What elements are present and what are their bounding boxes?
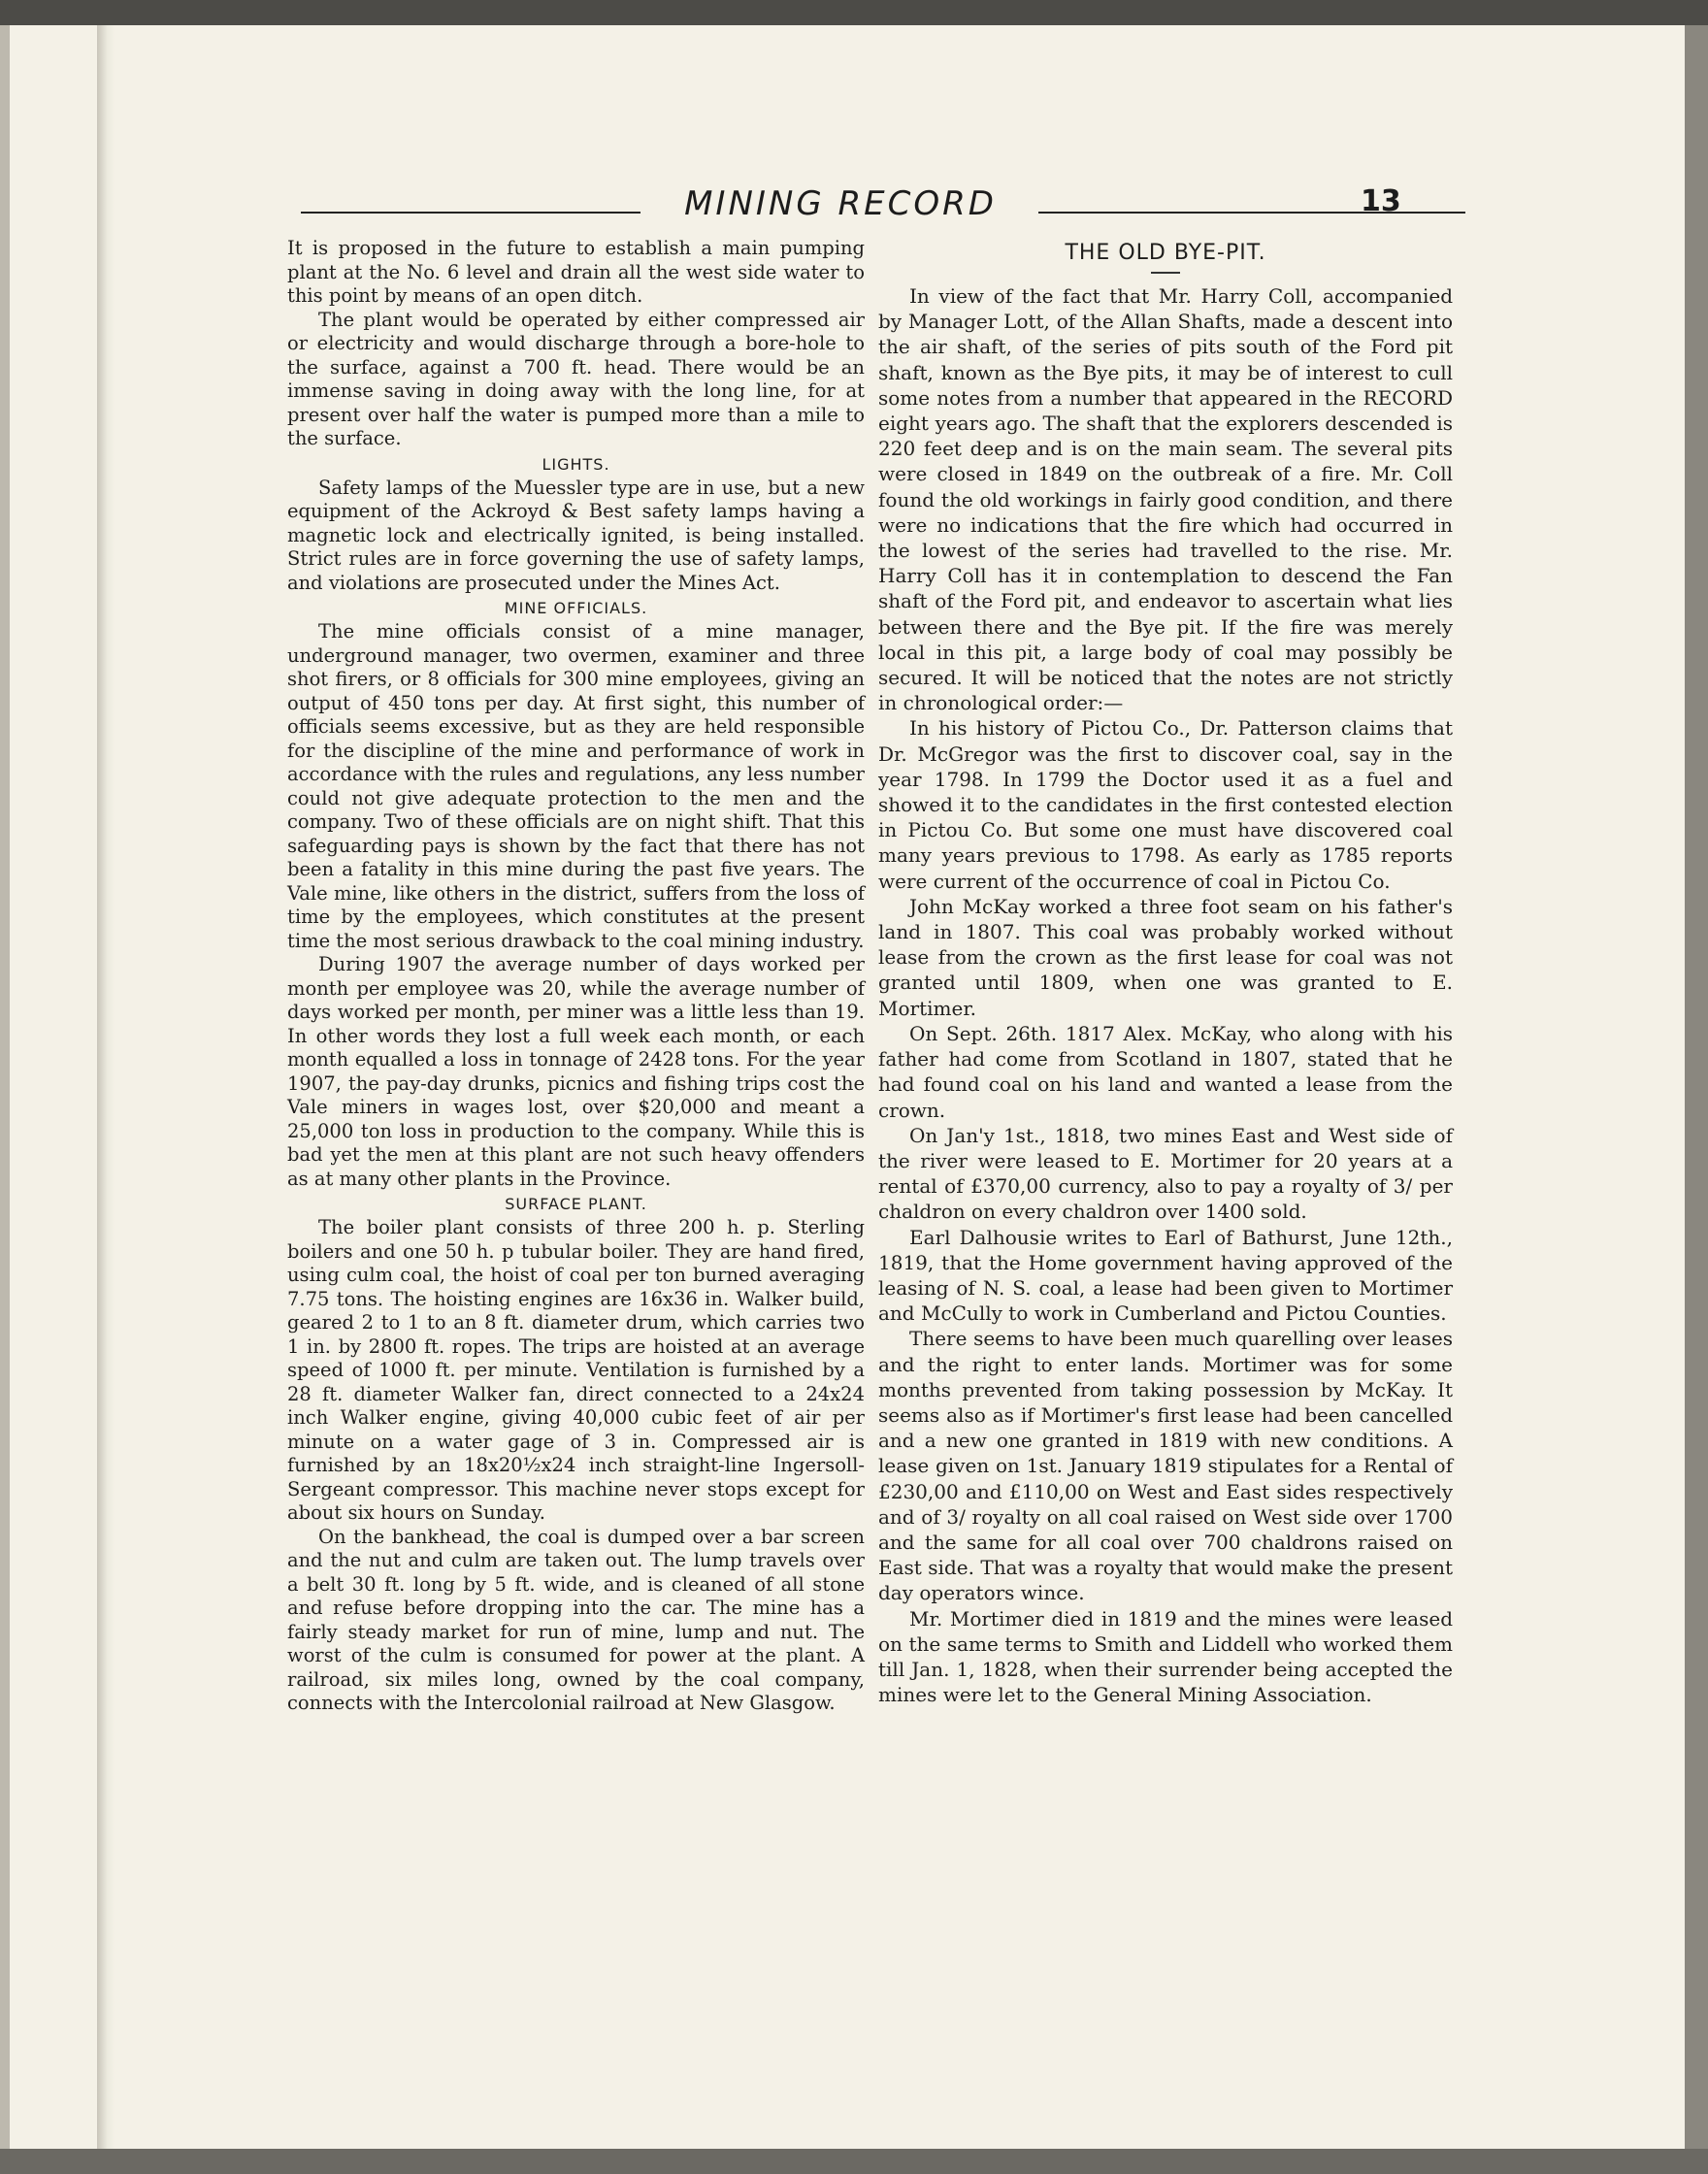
scan-right-edge <box>1685 25 1708 2174</box>
header-rule-right <box>1038 212 1465 214</box>
paragraph: Earl Dalhousie writes to Earl of Bathurst, June 12th., 1819, that the Home government having approved of the leasing of N. S. coal, a lease had been given to Mortimer and McCully to work in Cumberland and Pictou Counties. <box>878 1225 1453 1326</box>
paragraph: On the bankhead, the coal is dumped over a bar screen and the nut and culm are taken out. The lump travels over a belt 30 ft. long by 5 ft. wide, and is cleaned of all stone and refuse before dropping into the car. The mine has a fairly steady market for run of mine, lump and nut. The worst of the culm is consumed for power at the plant. A railroad, six miles long, owned by the coal company, connects with the Intercolonial railroad at New Glasgow. <box>287 1525 865 1714</box>
journal-title: MINING RECORD <box>684 184 997 223</box>
running-header <box>291 184 1465 229</box>
paragraph: It is proposed in the future to establish a main pumping plant at the No. 6 level and drain all the west side water to this point by means of an open ditch. <box>287 237 865 307</box>
article-title: THE OLD BYE-PIT. <box>1065 241 1266 265</box>
right-column <box>878 237 1453 1707</box>
scan-bottom-band <box>0 2149 1708 2174</box>
section-heading-surface-plant: SURFACE PLANT. <box>505 1195 647 1213</box>
paragraph: The plant would be operated by either compressed air or electricity and would discharge through a bore-hole to the surface, against a 700 ft. head. There would be an immense saving in doing away with the long line, for at present over half the water is pumped more than a mile to the surface. <box>287 308 865 449</box>
paragraph: Safety lamps of the Muessler type are in use, but a new equipment of the Ackroyd & Best safety lamps having a magnetic lock and electrically ignited, is being installed. Strict rules are in force governing the use of safety lamps, and violations are prosecuted under the Mines Act. <box>287 476 865 594</box>
paragraph: The boiler plant consists of three 200 h. p. Sterling boilers and one 50 h. p tubular boiler. They are hand fired, using culm coal, the hoist of coal per ton burned averaging 7.75 tons. The hoisting engines are 16x36 in. Walker build, geared 2 to 1 to an 8 ft. diameter drum, which carries two 1 in. by 2800 ft. ropes. The trips are hoisted at an average speed of 1000 ft. per minute. Ventilation is furnished by a 28 ft. diameter Walker fan, direct connected to a 24x24 inch Walker engine, giving 40,000 cubic feet of air per minute on a water gage of 3 in. Compressed air is furnished by an 18x20½x24 inch straight-line Ingersoll-Sergeant compressor. This machine never stops except for about six hours on Sunday. <box>287 1216 865 1524</box>
paragraph: On Jan'y 1st., 1818, two mines East and West side of the river were leased to E. Mortimer for 20 years at a rental of £370,00 currency, also to pay a royalty of 3/ per chaldron on every chaldron over 1400 sold. <box>878 1123 1453 1224</box>
page-fold-shadow <box>97 25 115 2151</box>
paragraph: On Sept. 26th. 1817 Alex. McKay, who along with his father had come from Scotland in 1807, stated that he had found coal on his land and wanted a lease from the crown. <box>878 1021 1453 1122</box>
paragraph: During 1907 the average number of days worked per month per employee was 20, while the average number of days worked per month, per miner was a little less than 19. In other words they lost a full week each month, or each month equalled a loss in tonnage of 2428 tons. For the year 1907, the pay-day drunks, picnics and fishing trips cost the Vale miners in wages lost, over $20,000 and meant a 25,000 ton loss in production to the company. While this is bad yet the men at this plant are not such heavy offenders as at many other plants in the Province. <box>287 953 865 1190</box>
section-heading-lights: LIGHTS. <box>542 454 610 474</box>
left-column <box>287 237 865 1716</box>
paragraph: In his history of Pictou Co., Dr. Patterson claims that Dr. McGregor was the first to discover coal, say in the year 1798. In 1799 the Doctor used it as a fuel and showed it to the candidates in the first contested election in Pictou Co. But some one must have discovered coal many years previous to 1798. As early as 1785 reports were current of the occurrence of coal in Pictou Co. <box>878 716 1453 893</box>
paragraph: John McKay worked a three foot seam on his father's land in 1807. This coal was probably worked without lease from the crown as the first lease for coal was not granted until 1809, when one was granted to E. Mortimer. <box>878 894 1453 1020</box>
page-number: 13 <box>1361 184 1401 218</box>
paragraph: The mine officials consist of a mine manager, underground manager, two overmen, examiner and three shot firers, or 8 officials for 300 mine employees, giving an output of 450 tons per day. At first sight, this number of officials seems excessive, but as they are held responsible for the discipline of the mine and performance of work in accordance with the rules and regulations, any less number could not give adequate protection to the men and the company. Two of these officials are on night shift. That this safeguarding pays is shown by the fact that there has not been a fatality in this mine during the past five years. The Vale mine, like others in the district, suffers from the loss of time by the employees, which constitutes at the present time the most serious drawback to the coal mining industry. <box>287 620 865 952</box>
paragraph: Mr. Mortimer died in 1819 and the mines were leased on the same terms to Smith and Liddell who worked them till Jan. 1, 1828, when their surrender being accepted the mines were let to the General Mining Association. <box>878 1606 1453 1707</box>
header-rule-left <box>301 212 640 214</box>
paragraph: In view of the fact that Mr. Harry Coll, accompanied by Manager Lott, of the Allan Shafts, made a descent into the air shaft, of the series of pits south of the Ford pit shaft, known as the Bye pits, it may be of interest to cull some notes from a number that appeared in the RECORD eight years ago. The shaft that the explorers descended is 220 feet deep and is on the main seam. The several pits were closed in 1849 on the outbreak of a fire. Mr. Coll found the old workings in fairly good condition, and there were no indications that the fire which had occurred in the lowest of the series had travelled to the rise. Mr. Harry Coll has it in contemplation to descend the Fan shaft of the Ford pit, and endeavor to ascertain what lies between there and the Bye pit. If the fire was merely local in this pit, a large body of coal may possibly be secured. It will be noticed that the notes are not strictly in chronological order:— <box>878 284 1453 715</box>
section-heading-mine-officials: MINE OFFICIALS. <box>504 599 648 617</box>
title-dash <box>1151 272 1180 274</box>
paragraph: There seems to have been much quarelling over leases and the right to enter lands. Mortimer was for some months prevented from taking possession by McKay. It seems also as if Mortimer's first lease had been cancelled and a new one granted in 1819 with new conditions. A lease given on 1st. January 1819 stipulates for a Rental of £230,00 and £110,00 on West and East sides respectively and of 3/ royalty on all coal raised on West side over 1700 and the same for all coal over 700 chaldrons raised on East side. That was a royalty that would make the present day operators wince. <box>878 1327 1453 1605</box>
page-left-edge <box>0 25 10 2151</box>
